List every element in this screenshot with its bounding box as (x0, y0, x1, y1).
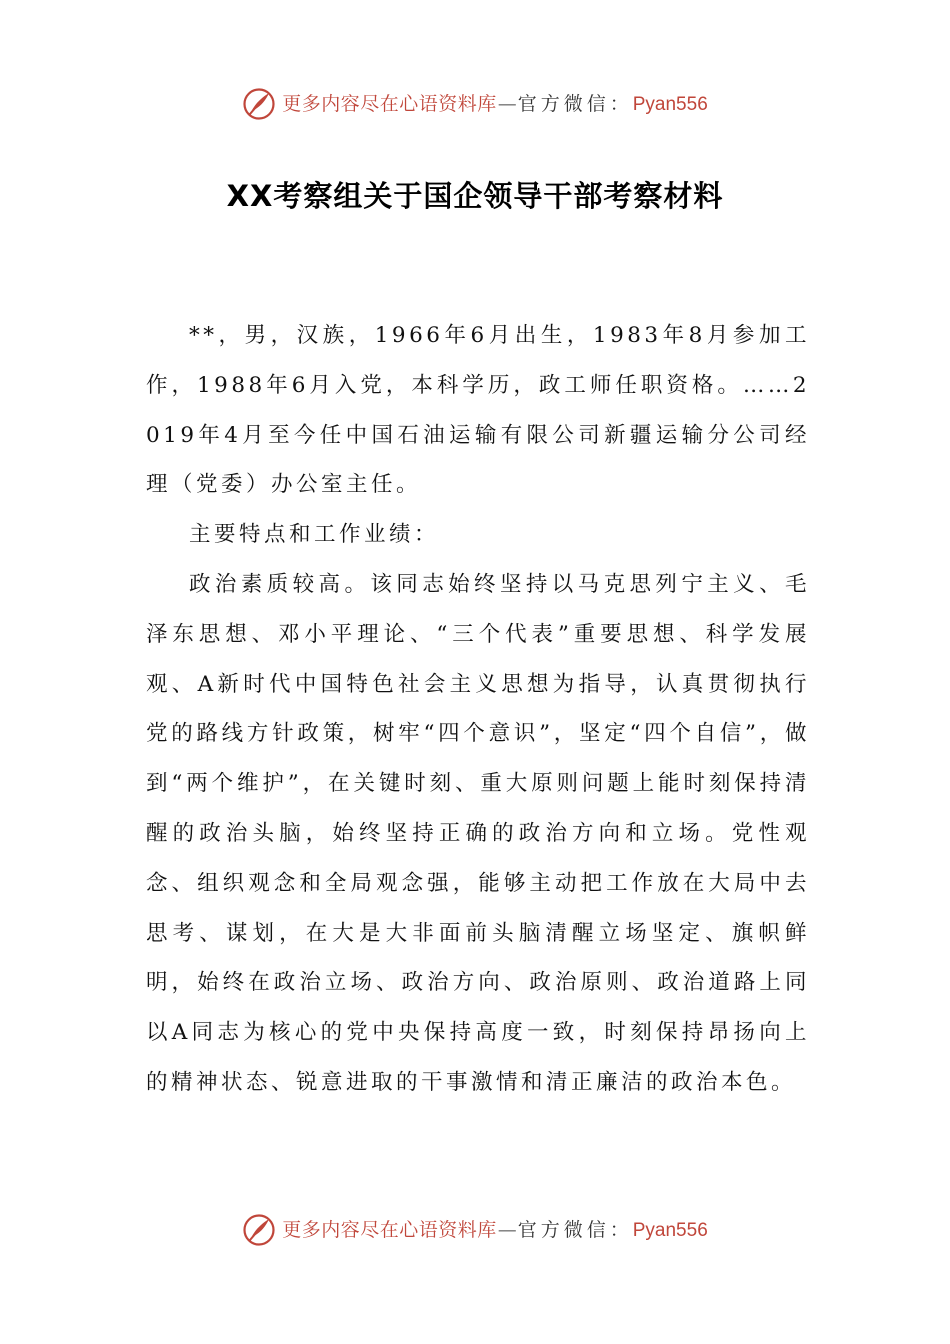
document-body (146, 311, 810, 1108)
watermark-wechat-label: 官方微信： (517, 1218, 633, 1241)
paragraph-political-quality: 政治素质较高。该同志始终坚持以马克思列宁主义、毛泽东思想、邓小平理论、“三个代表”重要思想、科学发展观、A新时代中国特色社会主义思想为指导，认真贯彻执行党的路线方针政策，树牢“四个意识”，坚定“四个自信”，做到“两个维护”，在关键时刻、重大原则问题上能时刻保持清醒的政治头脑，始终坚持正确的政治方向和立场。党性观念、组织观念和全局观念强，能够主动把工作放在大局中去思考、谋划，在大是大非面前头脑清醒立场坚定、旗帜鲜明，始终在政治立场、政治方向、政治原则、政治道路上同以A同志为核心的党中央保持高度一致，时刻保持昂扬向上的精神状态、锐意进取的干事激情和清正廉洁的政治本色。 (146, 571, 810, 1095)
feather-pen-in-circle-icon (242, 1213, 276, 1247)
paragraph-profile: **，男，汉族，1966年6月出生，1983年8月参加工作，1988年6月入党，本科学历，政工师任职资格。……2019年4月至今任中国石油运输有限公司新疆运输分公司经理（党委）办公室主任。 (146, 323, 810, 498)
watermark-wechat-label: 官方微信： (517, 92, 633, 115)
paragraph-section-heading: 主要特点和工作业绩： (189, 522, 440, 548)
watermark-banner-bottom (0, 1210, 950, 1250)
watermark-wechat-id: Pyan556 (632, 93, 708, 115)
watermark-banner-top (0, 84, 950, 124)
watermark-site-text: 更多内容尽在心语资料库 (282, 1218, 497, 1241)
document-title: XX考察组关于国企领导干部考察材料 (226, 179, 724, 213)
watermark-separator: — (497, 1218, 517, 1241)
watermark-separator: — (497, 92, 517, 115)
watermark-site-text: 更多内容尽在心语资料库 (282, 92, 497, 115)
feather-pen-in-circle-icon (242, 87, 276, 121)
watermark-wechat-id: Pyan556 (632, 1219, 708, 1241)
